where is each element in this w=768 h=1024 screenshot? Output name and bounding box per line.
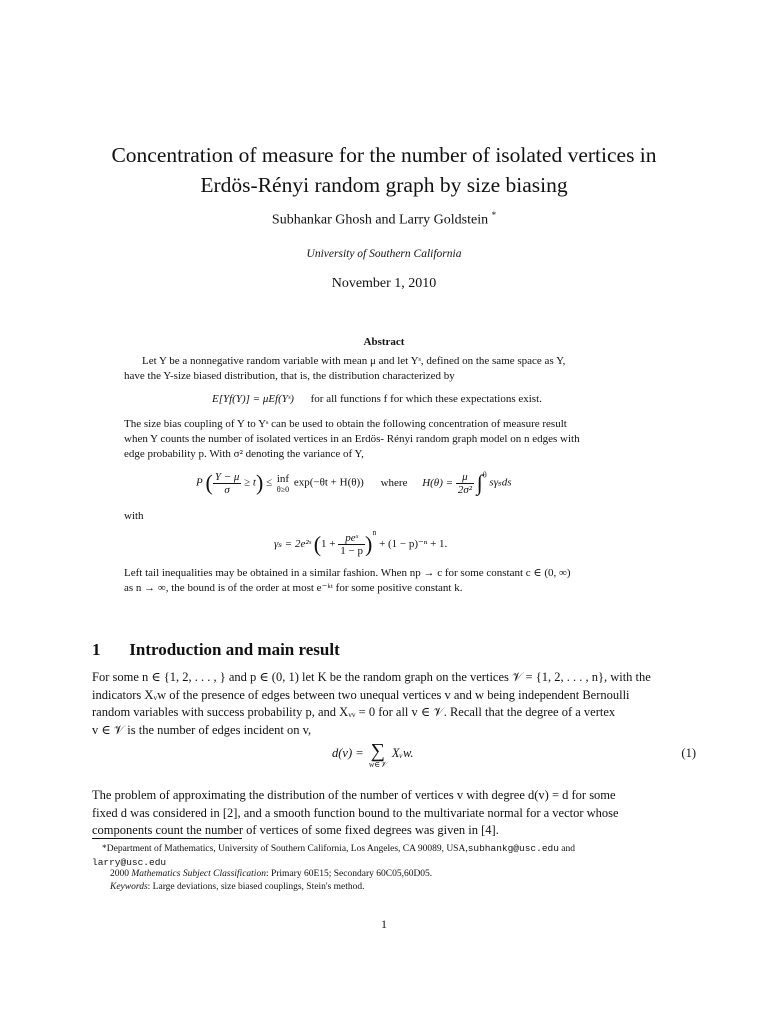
abstract-paragraph-1-cont: have the Y-size biased distribution, that is, the distribution characterized by xyxy=(124,370,455,382)
equation-number: (1) xyxy=(681,746,696,760)
with-word: with xyxy=(124,510,144,522)
concentration-bound-equation: P ( $\frac{Y - \mu}{\sigma}$ ≥ t) ≤ inf θ≥0 exp(−θt + H(θ)) where H(θ) = $\frac{\mu}{\text{2σ²}}$ ∫$^\theta$ sγₛds xyxy=(196,470,512,496)
page-number: 1 xyxy=(381,917,387,931)
section-number: 1 xyxy=(92,640,101,659)
footnote-msc: 2000 Mathematics Subject Classification: Primary 60E15; Secondary 60C05,60D05. xyxy=(110,869,433,879)
email-link[interactable]: larry@usc.edu xyxy=(92,857,167,868)
intro-paragraph-2: The problem of approximating the distribution of the number of vertices v with degree d(v) = d for some fixed d was considered in [2], and a smooth function bound to the multivariate normal for a vector whose components count the number of vertices of some fixed degrees was given in [4]. xyxy=(92,788,619,837)
intro-paragraph-1: For some n ∈ {1, 2, . . . , } and p ∈ (0, 1) let K be the random graph on the vertices 𝒱 = {1, 2, . . . , n}, with the indicators Xᵥw of the presence of edges between two unequal vertices v and w being independent Bernoulli random variables with success probability p, and Xᵥᵥ = 0 for all v ∈ 𝒱. Recall that the degree of a vertex v ∈ 𝒱 is the number of edges incident on v, xyxy=(92,670,651,737)
footnote-affiliation: *Department of Mathematics, University of Southern California, Los Angeles, CA 90089, USA,subhankg@usc.edu and larry@usc.edu xyxy=(92,843,576,868)
author-list: Subhankar Ghosh and Larry Goldstein * xyxy=(271,210,497,228)
paper-date: November 1, 2010 xyxy=(331,276,437,291)
abstract-paragraph-1: Let Y be a nonnegative random variable with mean μ and let Yˢ, defined on the same space as Y, xyxy=(142,355,566,367)
abstract-heading: Abstract xyxy=(363,336,405,348)
sizebias-equation: E[Yf(Y)] = μEf(Yˢ) for all functions f for which these expectations exist. xyxy=(212,393,542,405)
degree-equation: d(v) = ∑ w∈𝒱 Xᵥw. xyxy=(332,740,414,769)
email-link[interactable]: subhankg@usc.edu xyxy=(467,843,559,854)
section-title: Introduction and main result xyxy=(129,640,340,659)
abstract-paragraph-2: The size bias coupling of Y to Yˢ can be used to obtain the following concentration of measure result when Y counts the number of isolated vertices in an Erdös- Rényi random graph model on n edges with edge probability p. With σ² denoting the variance of Y, xyxy=(124,418,580,460)
abstract-paragraph-3: Left tail inequalities may be obtained in a similar fashion. When np → c for some constant c ∈ (0, ∞) as n → ∞, the bound is of the order at most e⁻ᵏᵗ for some positive constant k. xyxy=(124,567,571,594)
footnote-rule xyxy=(92,838,242,839)
section-heading xyxy=(92,640,340,660)
footnote-keywords: Keywords: Large deviations, size biased couplings, Stein's method. xyxy=(110,882,365,892)
gamma-equation: γₛ = 2e²ˢ (1 + $\frac{\text{peˢ}}{1 - p}$ )$^n$ + (1 − p)⁻ⁿ + 1. xyxy=(274,528,448,557)
affiliation: University of Southern California xyxy=(306,248,462,260)
paper-title: Concentration of measure for the number of isolated vertices in Erdös-Rényi random graph by size biasing xyxy=(111,143,657,197)
author-footnote-mark[interactable]: * xyxy=(491,210,497,220)
